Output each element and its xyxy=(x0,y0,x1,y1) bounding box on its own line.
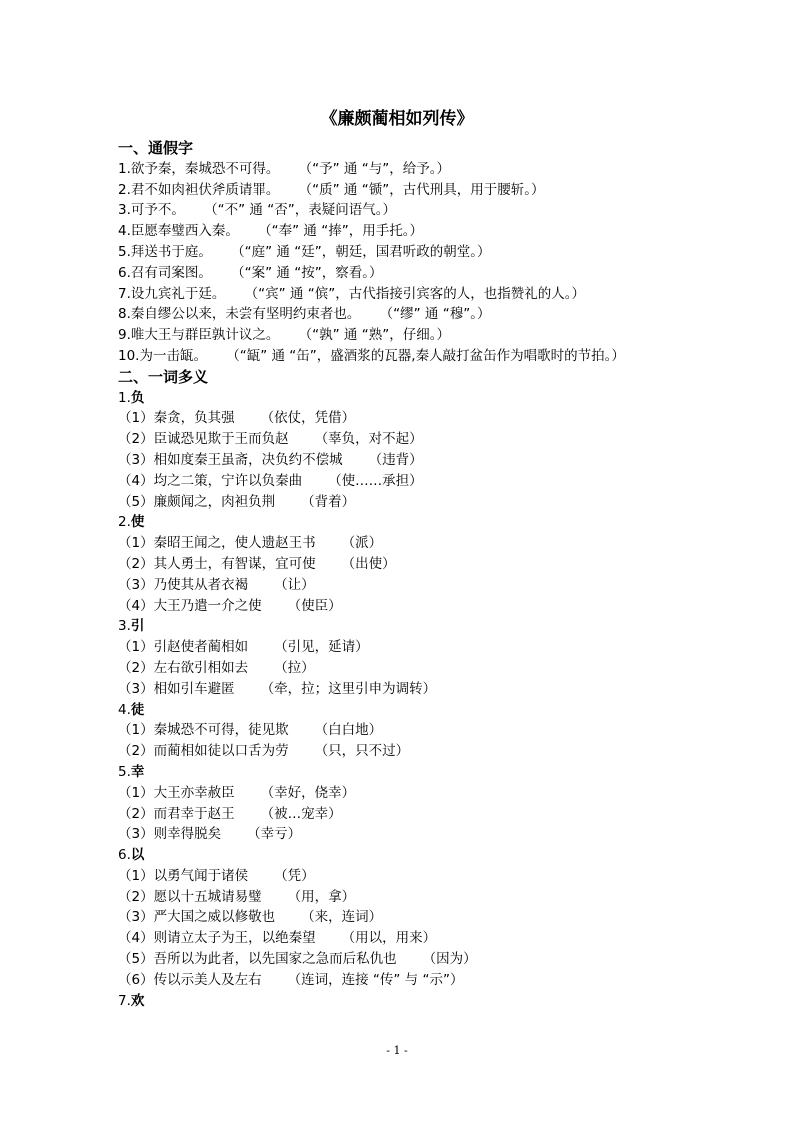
gloss-note: （背着） xyxy=(301,493,356,510)
polysemy-usage-item xyxy=(118,887,758,908)
gloss-note: （用，拿） xyxy=(287,888,356,905)
polysemy-usage-item xyxy=(118,408,758,429)
polysemy-word: 以 xyxy=(130,847,145,864)
polysemy-word-heading xyxy=(118,762,758,783)
polysemy-usage-item xyxy=(118,783,758,804)
gloss-note: （因为） xyxy=(422,951,477,968)
example-sentence: （3）乃使其从者衣褐 xyxy=(118,576,249,593)
polysemy-usage-item xyxy=(118,679,758,700)
polysemy-usage-item xyxy=(118,429,758,450)
polysemy-usage-item xyxy=(118,533,758,554)
word-number: 4. xyxy=(118,701,131,718)
tongjiazi-item xyxy=(118,180,758,201)
gloss-note: （只，只不过） xyxy=(314,743,410,760)
polysemy-usage-item xyxy=(118,907,758,928)
tongjiazi-item xyxy=(118,159,758,180)
example-sentence: （4）则请立太子为王，以绝秦望 xyxy=(118,930,316,947)
example-sentence: 10.为一击缻。 xyxy=(118,347,207,364)
gloss-note: （“案” 通 “按”，察看。） xyxy=(237,264,383,281)
polysemy-usage-item xyxy=(118,866,758,887)
gloss-note: （牵，拉；这里引申为调转） xyxy=(260,680,437,697)
example-sentence: （2）愿以十五城请易璧 xyxy=(118,888,262,905)
gloss-note: （违背） xyxy=(368,451,423,468)
polysemy-word-heading xyxy=(118,991,758,1012)
example-sentence: （4）大王乃遣一介之使 xyxy=(118,597,262,614)
gloss-note: （使臣） xyxy=(287,597,342,614)
example-sentence: （2）而蔺相如徒以口舌为劳 xyxy=(118,743,289,760)
example-sentence: （1）秦城恐不可得，徒见欺 xyxy=(118,722,289,739)
tongjiazi-item xyxy=(118,325,758,346)
polysemy-usage-item xyxy=(118,596,758,617)
example-sentence: 4.臣愿奉璧西入秦。 xyxy=(118,223,239,240)
gloss-note: （幸亏） xyxy=(247,826,302,843)
polysemy-usage-item xyxy=(118,450,758,471)
section-heading-tongjiazi: 一、通假字 xyxy=(118,139,194,157)
gloss-note: （白白地） xyxy=(314,722,383,739)
gloss-note: （来，连词） xyxy=(301,909,383,926)
polysemy-word: 引 xyxy=(130,618,145,635)
polysemy-usage-item xyxy=(118,637,758,658)
gloss-note: （让） xyxy=(274,576,315,593)
polysemy-usage-item xyxy=(118,492,758,513)
polysemy-word: 徒 xyxy=(130,701,145,718)
polysemy-usage-item xyxy=(118,824,758,845)
gloss-note: （派） xyxy=(341,535,383,552)
polysemy-word-heading xyxy=(118,845,758,866)
example-sentence: （2）而君幸于赵王 xyxy=(118,805,235,822)
gloss-note: （依仗，凭借） xyxy=(260,410,356,427)
polysemy-usage-item xyxy=(118,471,758,492)
example-sentence: （3）则幸得脱矣 xyxy=(118,826,222,843)
polysemy-word: 负 xyxy=(130,389,145,406)
gloss-note: （“缪” 通 “穆”。） xyxy=(386,306,491,323)
example-sentence: 1.欲予秦，秦城恐不可得。 xyxy=(118,160,280,177)
polysemy-usage-item xyxy=(118,575,758,596)
example-sentence: 6.召有司案图。 xyxy=(118,264,212,281)
example-sentence: （1）大王亦幸赦臣 xyxy=(118,784,235,801)
word-number: 1. xyxy=(118,389,131,406)
gloss-note: （“奉” 通 “捧”，用手托。） xyxy=(264,223,423,240)
tongjiazi-item xyxy=(118,221,758,242)
gloss-note: （“缻” 通 “缶”，盛酒浆的瓦器,秦人敲打盆缶作为唱歌时的节拍。） xyxy=(232,347,625,364)
tongjiazi-item xyxy=(118,242,758,263)
tongjiazi-item xyxy=(118,346,758,367)
gloss-note: （“孰” 通 “熟”，仔细。） xyxy=(305,327,450,344)
gloss-note: （用以，用来） xyxy=(341,930,437,947)
polysemy-usage-item xyxy=(118,804,758,825)
word-number: 5. xyxy=(118,763,131,780)
example-sentence: （5）廉颇闻之，肉袒负荆 xyxy=(118,493,276,510)
document-body xyxy=(118,138,758,1011)
word-number: 2. xyxy=(118,514,131,531)
example-sentence: 3.可予不。 xyxy=(118,202,185,219)
section-heading-yiciduoyi: 二、一词多义 xyxy=(118,367,209,386)
gloss-note: （“质” 通 “锧”，古代刑具，用于腰斩。） xyxy=(305,181,545,198)
tongjiazi-item xyxy=(118,304,758,325)
example-sentence: （1）引赵使者蔺相如 xyxy=(118,639,249,656)
polysemy-usage-item xyxy=(118,928,758,949)
word-number: 3. xyxy=(118,618,131,635)
gloss-note: （幸好，侥幸） xyxy=(260,784,356,801)
page-number: - 1 - xyxy=(386,1044,408,1057)
gloss-note: （连词，连接 “传” 与 “示”） xyxy=(287,971,464,988)
tongjiazi-item xyxy=(118,263,758,284)
example-sentence: 7.设九宾礼于廷。 xyxy=(118,285,226,302)
polysemy-word-heading xyxy=(118,512,758,533)
example-sentence: 9.唯大王与群臣孰计议之。 xyxy=(118,327,280,344)
gloss-note: （使……承担） xyxy=(328,472,423,489)
polysemy-word: 欢 xyxy=(130,992,145,1009)
example-sentence: （2）臣诚恐见欺于王而负赵 xyxy=(118,431,289,448)
gloss-note: （“不” 通 “否”，表疑问语气。） xyxy=(210,202,396,219)
example-sentence: （2）左右欲引相如去 xyxy=(118,659,249,676)
word-number: 7. xyxy=(118,992,131,1009)
example-sentence: （1）秦贪，负其强 xyxy=(118,410,235,427)
example-sentence: （2）其人勇士，有智谋，宜可使 xyxy=(118,555,316,572)
example-sentence: （6）传以示美人及左右 xyxy=(118,971,262,988)
polysemy-usage-item xyxy=(118,658,758,679)
example-sentence: （3）相如引车避匿 xyxy=(118,680,235,697)
example-sentence: （1）秦昭王闻之，使人遗赵王书 xyxy=(118,535,316,552)
example-sentence: （1）以勇气闻于诸侯 xyxy=(118,867,249,884)
example-sentence: 5.拜送书于庭。 xyxy=(118,243,212,260)
tongjiazi-item xyxy=(118,200,758,221)
tongjiazi-list xyxy=(118,159,758,367)
gloss-note: （出使） xyxy=(341,555,396,572)
tongjiazi-item xyxy=(118,284,758,305)
page-title: 《廉颇蔺相如列传》 xyxy=(320,109,474,129)
polysemy-word-heading xyxy=(118,616,758,637)
word-number: 6. xyxy=(118,847,131,864)
polysemy-usage-item xyxy=(118,970,758,991)
gloss-note: （辜负，对不起） xyxy=(314,431,423,448)
polysemy-usage-item xyxy=(118,741,758,762)
polysemy-usage-item xyxy=(118,554,758,575)
example-sentence: （3）严大国之威以修敬也 xyxy=(118,909,276,926)
example-sentence: （4）均之二策，宁许以负秦曲 xyxy=(118,472,303,489)
polysemy-usage-item xyxy=(118,949,758,970)
polysemy-word: 幸 xyxy=(130,763,145,780)
gloss-note: （引见，延请） xyxy=(274,639,369,656)
example-sentence: 2.君不如肉袒伏斧质请罪。 xyxy=(118,181,280,198)
example-sentence: 8.秦自缪公以来，未尝有坚明约束者也。 xyxy=(118,306,361,323)
example-sentence: （5）吾所以为此者，以先国家之急而后私仇也 xyxy=(118,951,397,968)
polysemy-word-heading xyxy=(118,700,758,721)
gloss-note: （凭） xyxy=(274,867,315,884)
gloss-note: （“庭” 通 “廷”，朝廷，国君听政的朝堂。） xyxy=(237,243,491,260)
yiciduoyi-list xyxy=(118,388,758,1012)
polysemy-word: 使 xyxy=(130,514,145,531)
polysemy-word-heading xyxy=(118,388,758,409)
gloss-note: （拉） xyxy=(274,659,315,676)
gloss-note: （“宾” 通 “傧”，古代指接引宾客的人，也指赞礼的人。） xyxy=(251,285,585,302)
gloss-note: （被…宠幸） xyxy=(260,805,342,822)
polysemy-usage-item xyxy=(118,720,758,741)
example-sentence: （3）相如度秦王虽斋，决负约不偿城 xyxy=(118,451,343,468)
gloss-note: （“予” 通 “与”，给予。） xyxy=(305,160,450,177)
